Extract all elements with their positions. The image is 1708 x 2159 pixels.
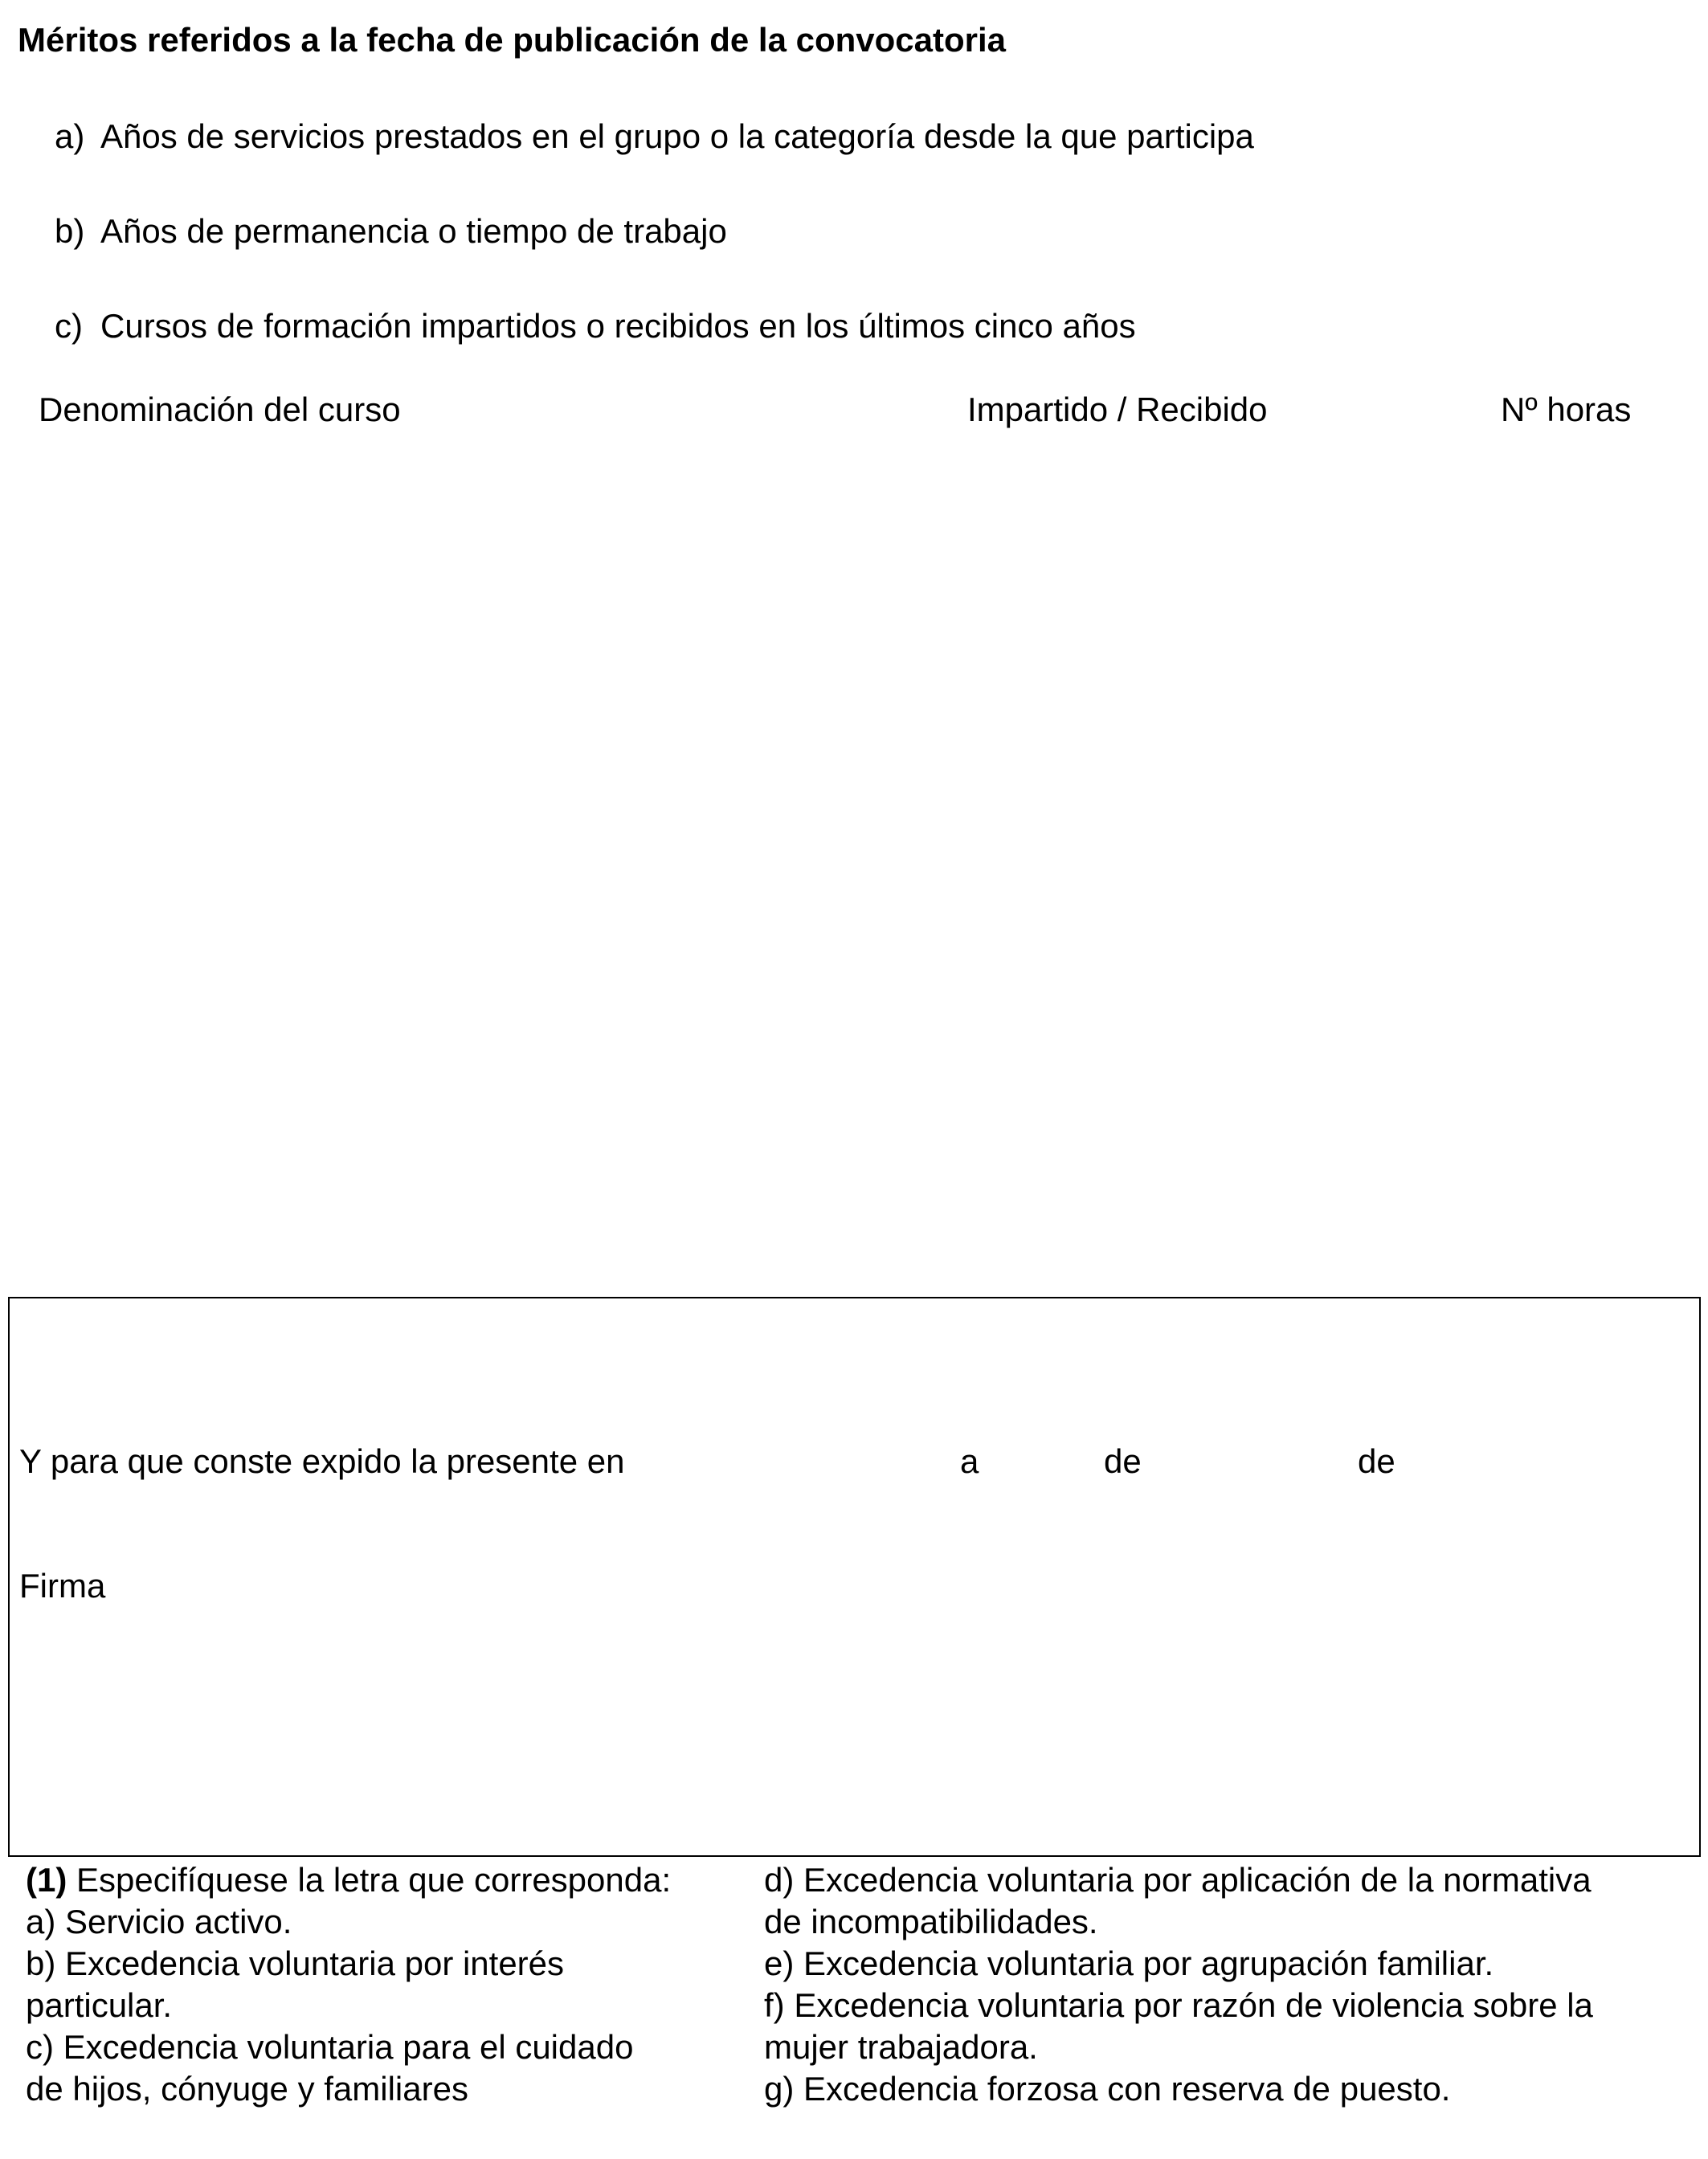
footnote-line: particular.: [26, 1986, 173, 2024]
date-connector-de-2: de: [1358, 1442, 1395, 1480]
footnote-line: mujer trabajadora.: [764, 2028, 1038, 2066]
merit-text: Cursos de formación impartidos o recibidos en los últimos cinco años: [100, 307, 1136, 345]
footnote-line: de incompatibilidades.: [764, 1903, 1098, 1940]
date-connector-de-1: de: [1104, 1442, 1142, 1480]
footnote-left: [26, 1859, 733, 2110]
column-header-taught-received: Impartido / Recibido: [967, 391, 1268, 428]
footnote-line: e) Excedencia voluntaria por agrupación familiar.: [764, 1944, 1494, 1982]
merit-letter: c): [55, 307, 83, 345]
footnote-line: g) Excedencia forzosa con reserva de puesto.: [764, 2070, 1451, 2108]
merit-text: Años de permanencia o tiempo de trabajo: [100, 212, 727, 250]
footnote-intro: (1) Especifíquese la letra que corresponda:: [26, 1861, 672, 1899]
signature-box: [8, 1297, 1701, 1857]
footnote-marker: (1): [26, 1861, 67, 1899]
merit-letter: a): [55, 117, 85, 155]
merit-text: Años de servicios prestados en el grupo o la categoría desde la que participa: [100, 117, 1254, 155]
statement-text: Y para que conste expido la presente en: [19, 1442, 625, 1480]
footnote-line: a) Servicio activo.: [26, 1903, 292, 1940]
courses-table-body: [32, 450, 1671, 1270]
footnote-right: [764, 1859, 1696, 2110]
firma-label: Firma: [19, 1567, 106, 1605]
footnote-line: c) Excedencia voluntaria para el cuidado: [26, 2028, 634, 2066]
merit-item-a: [55, 114, 1420, 159]
column-header-course-name: Denominación del curso: [39, 391, 401, 428]
footnote-line: f) Excedencia voluntaria por razón de violencia sobre la: [764, 1986, 1593, 2024]
column-header-hours: Nº horas: [1501, 391, 1632, 428]
section-heading: Méritos referidos a la fecha de publicación de la convocatoria: [18, 21, 1007, 59]
merit-item-c: [55, 304, 1420, 349]
footnote-line: d) Excedencia voluntaria por aplicación de la normativa: [764, 1861, 1592, 1899]
footnote-line: de hijos, cónyuge y familiares: [26, 2070, 468, 2108]
date-connector-a: a: [960, 1442, 979, 1480]
footnote-line: b) Excedencia voluntaria por interés: [26, 1944, 565, 1982]
merit-letter: b): [55, 212, 85, 250]
merit-item-b: [55, 209, 1420, 254]
